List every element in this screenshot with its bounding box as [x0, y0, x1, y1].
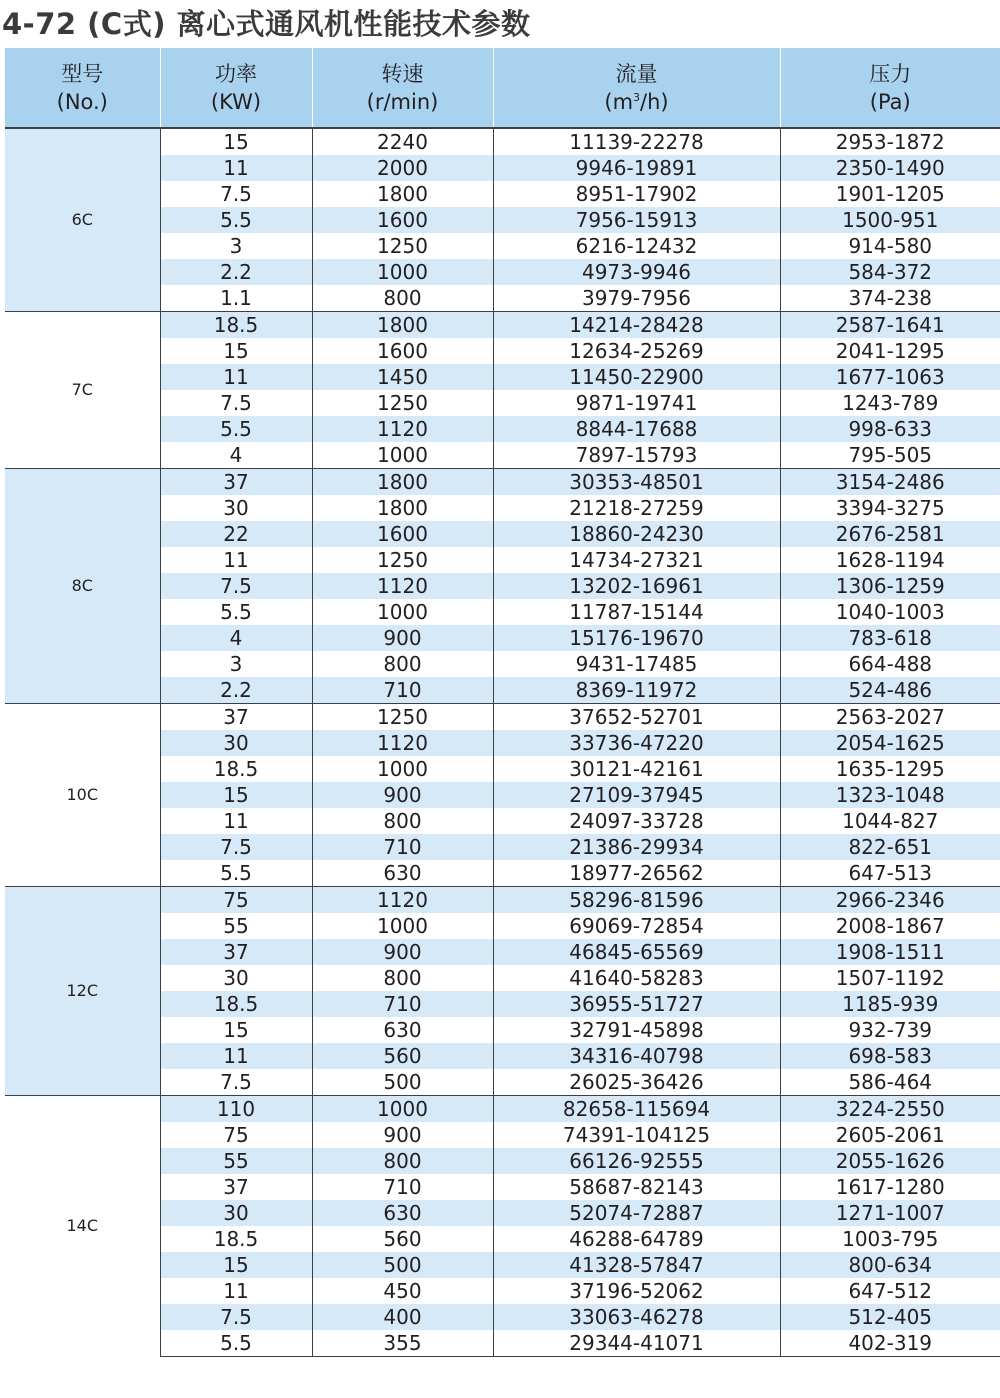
pressure-cell: 2563-2027 [780, 704, 1000, 731]
power-cell: 22 [160, 521, 312, 547]
speed-cell: 1800 [312, 495, 493, 521]
power-cell: 18.5 [160, 312, 312, 339]
header-unit: (No.) [56, 89, 108, 114]
model-cell: 7C [5, 312, 160, 469]
power-cell: 7.5 [160, 181, 312, 207]
power-cell: 75 [160, 887, 312, 914]
speed-cell: 400 [312, 1304, 493, 1330]
table-row [5, 887, 1000, 914]
speed-cell: 1120 [312, 730, 493, 756]
speed-cell: 2240 [312, 128, 493, 155]
flow-cell: 21218-27259 [493, 495, 780, 521]
flow-cell: 18977-26562 [493, 860, 780, 887]
speed-cell: 1800 [312, 181, 493, 207]
header-name: 转速 [381, 61, 424, 86]
flow-cell: 74391-104125 [493, 1122, 780, 1148]
flow-cell: 58687-82143 [493, 1174, 780, 1200]
power-cell: 7.5 [160, 1069, 312, 1096]
flow-cell: 3979-7956 [493, 285, 780, 312]
flow-cell: 30353-48501 [493, 469, 780, 496]
pressure-cell: 2054-1625 [780, 730, 1000, 756]
flow-cell: 14214-28428 [493, 312, 780, 339]
flow-cell: 52074-72887 [493, 1200, 780, 1226]
speed-cell: 1120 [312, 887, 493, 914]
speed-cell: 800 [312, 1148, 493, 1174]
power-cell: 2.2 [160, 677, 312, 704]
power-cell: 5.5 [160, 599, 312, 625]
speed-cell: 630 [312, 860, 493, 887]
header-row [5, 48, 1000, 128]
flow-cell: 46288-64789 [493, 1226, 780, 1252]
pressure-cell: 2587-1641 [780, 312, 1000, 339]
speed-cell: 630 [312, 1200, 493, 1226]
flow-cell: 18860-24230 [493, 521, 780, 547]
table-header [5, 48, 1000, 128]
pressure-cell: 2953-1872 [780, 128, 1000, 155]
model-cell: 10C [5, 704, 160, 887]
speed-cell: 800 [312, 965, 493, 991]
flow-cell: 9946-19891 [493, 155, 780, 181]
table-row [5, 469, 1000, 496]
power-cell: 3 [160, 651, 312, 677]
speed-cell: 560 [312, 1043, 493, 1069]
speed-cell: 900 [312, 782, 493, 808]
pressure-cell: 374-238 [780, 285, 1000, 312]
header-unit-suffix: /h) [640, 89, 669, 114]
flow-cell: 26025-36426 [493, 1069, 780, 1096]
pressure-cell: 1628-1194 [780, 547, 1000, 573]
pressure-cell: 822-651 [780, 834, 1000, 860]
pressure-cell: 586-464 [780, 1069, 1000, 1096]
power-cell: 4 [160, 442, 312, 469]
speed-cell: 560 [312, 1226, 493, 1252]
flow-cell: 24097-33728 [493, 808, 780, 834]
pressure-cell: 3394-3275 [780, 495, 1000, 521]
power-cell: 7.5 [160, 573, 312, 599]
power-cell: 30 [160, 730, 312, 756]
power-cell: 7.5 [160, 1304, 312, 1330]
power-cell: 11 [160, 547, 312, 573]
pressure-cell: 1003-795 [780, 1226, 1000, 1252]
pressure-cell: 1306-1259 [780, 573, 1000, 599]
table-row [5, 704, 1000, 731]
speed-cell: 1250 [312, 390, 493, 416]
power-cell: 11 [160, 364, 312, 390]
pressure-cell: 1677-1063 [780, 364, 1000, 390]
pressure-cell: 914-580 [780, 233, 1000, 259]
power-cell: 15 [160, 1252, 312, 1278]
pressure-cell: 698-583 [780, 1043, 1000, 1069]
header-speed [312, 48, 493, 128]
power-cell: 30 [160, 495, 312, 521]
pressure-cell: 647-512 [780, 1278, 1000, 1304]
power-cell: 18.5 [160, 991, 312, 1017]
pressure-cell: 1908-1511 [780, 939, 1000, 965]
speed-cell: 1000 [312, 1096, 493, 1123]
pressure-cell: 1901-1205 [780, 181, 1000, 207]
speed-cell: 450 [312, 1278, 493, 1304]
speed-cell: 1000 [312, 756, 493, 782]
pressure-cell: 2055-1626 [780, 1148, 1000, 1174]
table-row [5, 128, 1000, 155]
header-unit-sup: 3 [633, 90, 641, 104]
flow-cell: 29344-41071 [493, 1330, 780, 1357]
speed-cell: 1250 [312, 547, 493, 573]
model-cell: 6C [5, 128, 160, 312]
power-cell: 5.5 [160, 207, 312, 233]
speed-cell: 900 [312, 1122, 493, 1148]
speed-cell: 1800 [312, 312, 493, 339]
flow-cell: 32791-45898 [493, 1017, 780, 1043]
table-body [5, 128, 1000, 1357]
table-row [5, 1096, 1000, 1123]
power-cell: 15 [160, 782, 312, 808]
speed-cell: 1450 [312, 364, 493, 390]
header-name: 压力 [869, 61, 912, 86]
speed-cell: 500 [312, 1069, 493, 1096]
power-cell: 4 [160, 625, 312, 651]
pressure-cell: 783-618 [780, 625, 1000, 651]
header-power [160, 48, 312, 128]
header-pressure [780, 48, 1000, 128]
power-cell: 55 [160, 913, 312, 939]
power-cell: 18.5 [160, 1226, 312, 1252]
flow-cell: 27109-37945 [493, 782, 780, 808]
pressure-cell: 3224-2550 [780, 1096, 1000, 1123]
power-cell: 2.2 [160, 259, 312, 285]
power-cell: 5.5 [160, 416, 312, 442]
power-cell: 55 [160, 1148, 312, 1174]
flow-cell: 46845-65569 [493, 939, 780, 965]
flow-cell: 13202-16961 [493, 573, 780, 599]
pressure-cell: 800-634 [780, 1252, 1000, 1278]
header-unit: (r/min) [366, 89, 439, 114]
header-model [5, 48, 160, 128]
flow-cell: 6216-12432 [493, 233, 780, 259]
flow-cell: 37652-52701 [493, 704, 780, 731]
speed-cell: 1600 [312, 338, 493, 364]
speed-cell: 1120 [312, 416, 493, 442]
flow-cell: 30121-42161 [493, 756, 780, 782]
speed-cell: 710 [312, 677, 493, 704]
speed-cell: 900 [312, 939, 493, 965]
pressure-cell: 2041-1295 [780, 338, 1000, 364]
flow-cell: 82658-115694 [493, 1096, 780, 1123]
power-cell: 110 [160, 1096, 312, 1123]
speed-cell: 1000 [312, 599, 493, 625]
flow-cell: 12634-25269 [493, 338, 780, 364]
flow-cell: 8369-11972 [493, 677, 780, 704]
pressure-cell: 998-633 [780, 416, 1000, 442]
model-cell: 12C [5, 887, 160, 1096]
speed-cell: 1800 [312, 469, 493, 496]
header-unit: (KW) [210, 89, 262, 114]
page-title: 4-72 (C式) 离心式通风机性能技术参数 [2, 7, 531, 41]
header-flow [493, 48, 780, 128]
pressure-cell: 2676-2581 [780, 521, 1000, 547]
pressure-cell: 3154-2486 [780, 469, 1000, 496]
pressure-cell: 1040-1003 [780, 599, 1000, 625]
flow-cell: 36955-51727 [493, 991, 780, 1017]
flow-cell: 4973-9946 [493, 259, 780, 285]
power-cell: 15 [160, 1017, 312, 1043]
power-cell: 1.1 [160, 285, 312, 312]
header-name: 流量 [615, 61, 658, 86]
speed-cell: 800 [312, 808, 493, 834]
pressure-cell: 1635-1295 [780, 756, 1000, 782]
flow-cell: 9431-17485 [493, 651, 780, 677]
speed-cell: 1000 [312, 259, 493, 285]
header-unit [494, 88, 780, 116]
header-unit: (Pa) [869, 89, 911, 114]
speed-cell: 2000 [312, 155, 493, 181]
power-cell: 5.5 [160, 860, 312, 887]
flow-cell: 8951-17902 [493, 181, 780, 207]
pressure-cell: 524-486 [780, 677, 1000, 704]
pressure-cell: 512-405 [780, 1304, 1000, 1330]
flow-cell: 33736-47220 [493, 730, 780, 756]
power-cell: 5.5 [160, 1330, 312, 1357]
speed-cell: 900 [312, 625, 493, 651]
model-cell: 8C [5, 469, 160, 704]
speed-cell: 1600 [312, 207, 493, 233]
flow-cell: 66126-92555 [493, 1148, 780, 1174]
power-cell: 11 [160, 808, 312, 834]
power-cell: 11 [160, 1043, 312, 1069]
power-cell: 18.5 [160, 756, 312, 782]
speed-cell: 500 [312, 1252, 493, 1278]
power-cell: 37 [160, 1174, 312, 1200]
flow-cell: 7956-15913 [493, 207, 780, 233]
table-row [5, 312, 1000, 339]
pressure-cell: 1243-789 [780, 390, 1000, 416]
pressure-cell: 1617-1280 [780, 1174, 1000, 1200]
power-cell: 11 [160, 155, 312, 181]
pressure-cell: 1044-827 [780, 808, 1000, 834]
flow-cell: 69069-72854 [493, 913, 780, 939]
pressure-cell: 2350-1490 [780, 155, 1000, 181]
flow-cell: 21386-29934 [493, 834, 780, 860]
flow-cell: 33063-46278 [493, 1304, 780, 1330]
power-cell: 37 [160, 469, 312, 496]
header-unit-prefix: (m [604, 89, 634, 114]
power-cell: 7.5 [160, 390, 312, 416]
pressure-cell: 664-488 [780, 651, 1000, 677]
pressure-cell: 402-319 [780, 1330, 1000, 1357]
speed-cell: 1120 [312, 573, 493, 599]
model-cell: 14C [5, 1096, 160, 1357]
pressure-cell: 647-513 [780, 860, 1000, 887]
pressure-cell: 1323-1048 [780, 782, 1000, 808]
speed-cell: 1250 [312, 233, 493, 259]
pressure-cell: 795-505 [780, 442, 1000, 469]
speed-cell: 800 [312, 285, 493, 312]
pressure-cell: 2966-2346 [780, 887, 1000, 914]
speed-cell: 630 [312, 1017, 493, 1043]
flow-cell: 8844-17688 [493, 416, 780, 442]
flow-cell: 9871-19741 [493, 390, 780, 416]
pressure-cell: 1271-1007 [780, 1200, 1000, 1226]
speed-cell: 800 [312, 651, 493, 677]
flow-cell: 7897-15793 [493, 442, 780, 469]
pressure-cell: 1507-1192 [780, 965, 1000, 991]
power-cell: 11 [160, 1278, 312, 1304]
flow-cell: 14734-27321 [493, 547, 780, 573]
speed-cell: 1250 [312, 704, 493, 731]
power-cell: 37 [160, 704, 312, 731]
speed-cell: 710 [312, 834, 493, 860]
pressure-cell: 1185-939 [780, 991, 1000, 1017]
power-cell: 15 [160, 338, 312, 364]
speed-cell: 1600 [312, 521, 493, 547]
pressure-cell: 932-739 [780, 1017, 1000, 1043]
power-cell: 30 [160, 1200, 312, 1226]
power-cell: 15 [160, 128, 312, 155]
power-cell: 37 [160, 939, 312, 965]
power-cell: 30 [160, 965, 312, 991]
speed-cell: 1000 [312, 442, 493, 469]
speed-cell: 710 [312, 1174, 493, 1200]
flow-cell: 11139-22278 [493, 128, 780, 155]
pressure-cell: 2008-1867 [780, 913, 1000, 939]
header-name: 型号 [61, 61, 104, 86]
power-cell: 7.5 [160, 834, 312, 860]
flow-cell: 11450-22900 [493, 364, 780, 390]
flow-cell: 34316-40798 [493, 1043, 780, 1069]
pressure-cell: 584-372 [780, 259, 1000, 285]
pressure-cell: 1500-951 [780, 207, 1000, 233]
spec-table [5, 48, 1000, 1357]
speed-cell: 710 [312, 991, 493, 1017]
flow-cell: 58296-81596 [493, 887, 780, 914]
flow-cell: 11787-15144 [493, 599, 780, 625]
flow-cell: 41640-58283 [493, 965, 780, 991]
speed-cell: 355 [312, 1330, 493, 1357]
power-cell: 3 [160, 233, 312, 259]
flow-cell: 15176-19670 [493, 625, 780, 651]
pressure-cell: 2605-2061 [780, 1122, 1000, 1148]
flow-cell: 41328-57847 [493, 1252, 780, 1278]
flow-cell: 37196-52062 [493, 1278, 780, 1304]
power-cell: 75 [160, 1122, 312, 1148]
header-name: 功率 [215, 61, 257, 86]
speed-cell: 1000 [312, 913, 493, 939]
